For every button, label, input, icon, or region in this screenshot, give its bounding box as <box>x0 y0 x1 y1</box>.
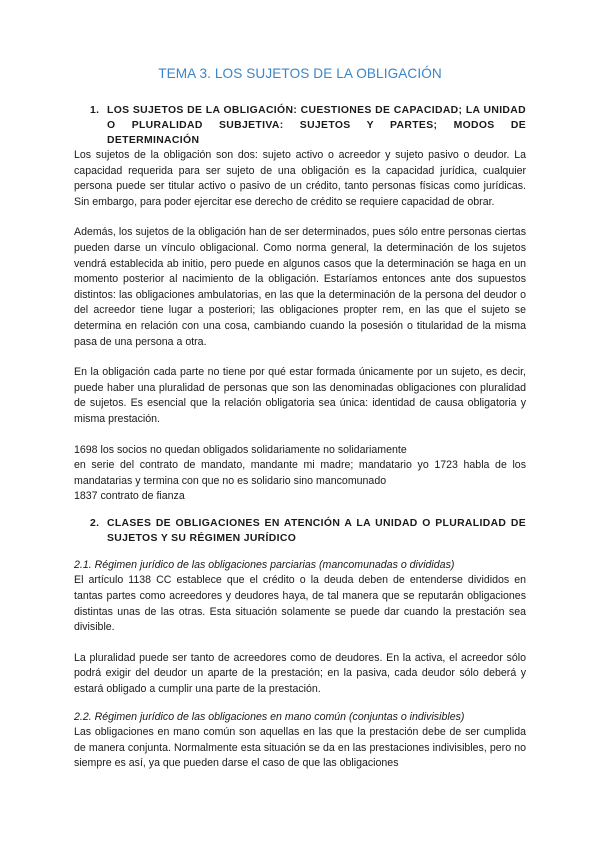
note-line: 1837 contrato de fianza <box>74 490 185 503</box>
subsection-2-2-title: 2.2. Régimen jurídico de las obligaciones en mano común (conjuntas o indivisibles) <box>74 710 465 723</box>
section-2-number: 2. <box>90 517 100 529</box>
subsection-2-2-paragraph: Las obligaciones en mano común son aquellas en las que la prestación debe de ser cumplida de manera conjunta. Normalmente esta situación se da en las prestaciones indivisibles, pero no siempre es así, ya que pueden darse el caso de que las obligaciones <box>74 726 526 770</box>
section-1-paragraph: En la obligación cada parte no tiene por qué estar formada únicamente por un sujeto, es decir, puede haber una pluralidad de personas que son las denominadas obligaciones con pluralidad de sujetos. Es esencial que la relación obligatoria sea única: identidad de causa obligatoria y misma prestación. <box>74 366 526 425</box>
notes-block <box>74 443 526 505</box>
section-2-title: CLASES DE OBLIGACIONES EN ATENCIÓN A LA UNIDAD O PLURALIDAD DE SUJETOS Y SU RÉGIMEN JURÍDICO <box>107 517 526 544</box>
subsection-2-1-title: 2.1. Régimen jurídico de las obligaciones parciarias (mancomunadas o divididas) <box>74 558 455 571</box>
subsection-2-1-paragraph: La pluralidad puede ser tanto de acreedores como de deudores. En la activa, el acreedor sólo podrá exigir del deudor un aparte de la prestación; en la pasiva, cada deudor sólo deberá y estará obligado a cumplir una parte de la prestación. <box>74 651 526 696</box>
section-1-title: LOS SUJETOS DE LA OBLIGACIÓN: CUESTIONES DE CAPACIDAD; LA UNIDAD O PLURALIDAD SUBJETIVA: SUJETOS Y PARTES; MODOS DE DETERMINACIÓN <box>107 105 526 146</box>
document-title: TEMA 3. LOS SUJETOS DE LA OBLIGACIÓN <box>158 66 442 81</box>
section-1-paragraph: Además, los sujetos de la obligación han de ser determinados, pues sólo entre personas ciertas pueden darse un vínculo obligacional. Como norma general, la determinación de los sujetos vendrá establecida ab initio, pero puede en algunos casos que la determinación se haga en un momento posterior al nacimiento de la obligación. Estaríamos entonces ante dos supuestos distintos: las obligaciones ambulatorias, en las que la determinación de la persona del deudor o del acreedor tiene lugar a posteriori; las obligaciones propter rem, en las que el sujeto se determina en relación con una cosa, cambiando cuando la posesión o titularidad de la misma pasa de una persona a otra. <box>74 226 526 348</box>
note-line: 1698 los socios no quedan obligados solidariamente no solidariamente <box>74 443 407 456</box>
section-2-heading <box>74 516 526 546</box>
note-line: en serie del contrato de mandato, mandante mi madre; mandatario yo 1723 habla de los mandatarias y termina con que no es solidario sino mancomunado <box>74 459 526 487</box>
section-1-number: 1. <box>90 105 100 116</box>
section-1-heading <box>74 103 526 148</box>
subsection-2-1-paragraph: El artículo 1138 CC establece que el crédito o la deuda deben de entenderse divididos en tantas partes como acreedores y deudores haya, de tal manera que se reputarán obligaciones distintas unas de las otras. Esta situación solamente se puede dar cuando la prestación sea divisible. <box>74 574 526 634</box>
section-1-paragraph: Los sujetos de la obligación son dos: sujeto activo o acreedor y sujeto pasivo o deudor. La capacidad requerida para ser sujeto de una obligación es la capacidad jurídica, cualquier persona puede ser titular activo o pasivo de un crédito, tanto personas físicas como jurídicas. Sin embargo, para poder ejercitar ese derecho de crédito se requiere capacidad de obrar. <box>74 149 526 208</box>
